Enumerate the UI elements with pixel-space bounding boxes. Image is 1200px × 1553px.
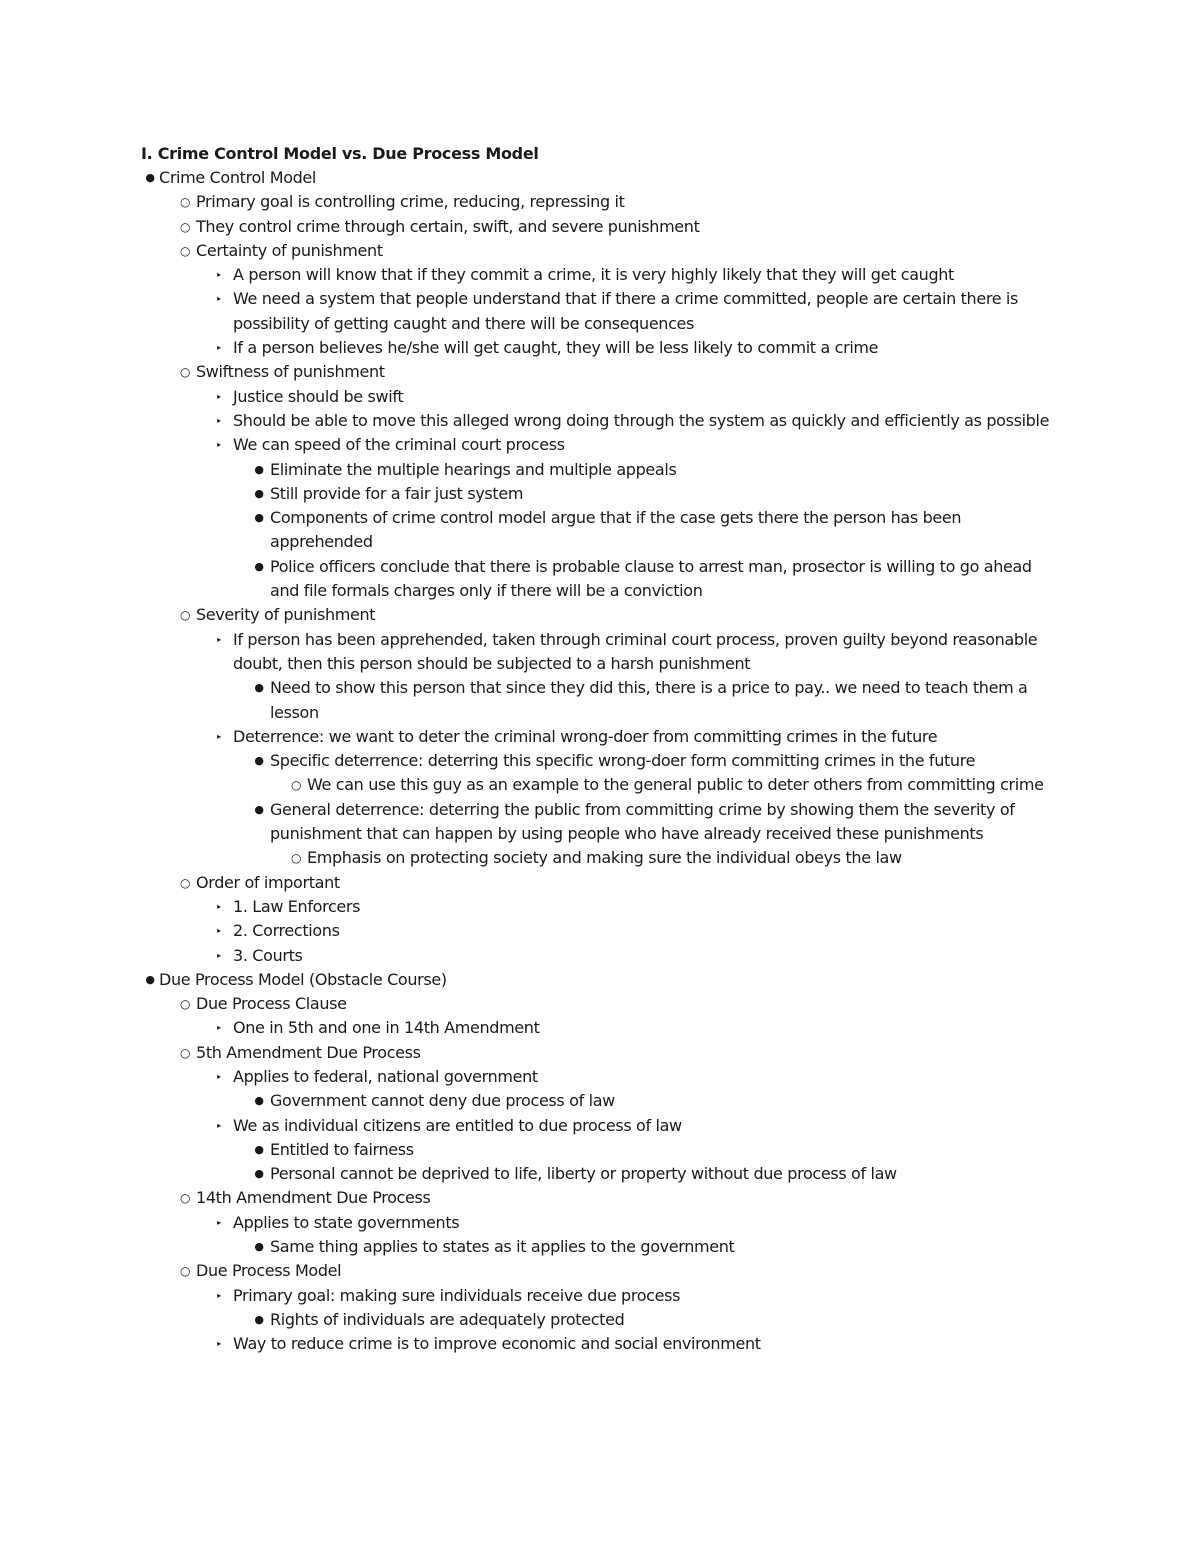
outline-item-text: Eliminate the multiple hearings and multiple appeals (270, 459, 677, 479)
bullet-marker: ▸ (217, 926, 221, 936)
outline-item-level-5 (0, 773, 1059, 797)
outline-item-text: Primary goal is controlling crime, reducing, repressing it (196, 192, 625, 212)
outline-item-level-4 (0, 1308, 1059, 1332)
bullet-marker: ▸ (217, 391, 221, 401)
outline-item-level-1 (0, 968, 1059, 992)
outline-item-level-3 (0, 919, 1059, 943)
bullet-marker: ○ (179, 243, 191, 258)
bullet-marker: ● (254, 754, 264, 768)
bullet-marker: ● (145, 972, 155, 986)
outline-item-level-2 (0, 239, 1059, 263)
bullet-marker: ○ (179, 608, 191, 623)
bullet-marker: ▸ (217, 270, 221, 280)
outline-item-level-3 (0, 287, 1059, 336)
outline-item-level-5 (0, 846, 1059, 870)
outline-item-text: Specific deterrence: deterring this specific wrong-doer form committing crimes in the future (270, 751, 976, 771)
outline-item-level-3 (0, 1016, 1059, 1040)
outline-item-level-2 (0, 603, 1059, 627)
outline-item-text: Primary goal: making sure individuals receive due process (233, 1285, 681, 1305)
bullet-marker: ● (254, 1240, 264, 1254)
bullet-marker: ● (254, 1142, 264, 1156)
bullet-marker: ○ (179, 1045, 191, 1060)
bullet-marker: ○ (179, 195, 191, 210)
bullet-marker: ○ (179, 997, 191, 1012)
bullet-marker: ○ (179, 875, 191, 890)
outline-item-level-4 (0, 506, 1059, 555)
outline-item-text: A person will know that if they commit a crime, it is very highly likely that they will get caught (233, 265, 954, 285)
outline-item-level-3 (0, 1065, 1059, 1089)
bullet-marker: ● (254, 511, 264, 525)
outline-item-level-3 (0, 1284, 1059, 1308)
outline-item-level-2 (0, 871, 1059, 895)
document-title: I. Crime Control Model vs. Due Process Model (141, 144, 539, 163)
outline-item-level-3 (0, 409, 1059, 433)
outline-item-text: Emphasis on protecting society and making sure the individual obeys the law (307, 848, 902, 868)
outline-item-text: Due Process Model (196, 1261, 342, 1281)
outline-item-level-3 (0, 895, 1059, 919)
outline-item-text: Swiftness of punishment (196, 362, 385, 382)
outline-item-level-3 (0, 336, 1059, 360)
outline-item-text: They control crime through certain, swift, and severe punishment (196, 216, 700, 236)
outline-item-level-3 (0, 433, 1059, 457)
outline-item-level-4 (0, 749, 1059, 773)
outline-item-text: Due Process Model (Obstacle Course) (159, 969, 447, 989)
outline-item-text: One in 5th and one in 14th Amendment (233, 1018, 540, 1038)
outline-item-text: Justice should be swift (233, 386, 404, 406)
bullet-marker: ▸ (217, 901, 221, 911)
outline-item-level-3 (0, 263, 1059, 287)
outline-item-level-3 (0, 1114, 1059, 1138)
outline-item-text: Same thing applies to states as it applies to the government (270, 1237, 735, 1257)
bullet-marker: ▸ (217, 1339, 221, 1349)
outline-item-level-2 (0, 1186, 1059, 1210)
outline-item-level-2 (0, 992, 1059, 1016)
outline-item-text: Crime Control Model (159, 168, 317, 187)
outline-item-text: Applies to state governments (233, 1212, 460, 1232)
bullet-marker: ● (254, 559, 264, 573)
bullet-marker: ○ (179, 1191, 191, 1206)
bullet-marker: ● (145, 171, 155, 184)
outline-item-text: We as individual citizens are entitled to due process of law (233, 1115, 682, 1135)
bullet-marker: ● (254, 486, 264, 500)
outline-item-level-2 (0, 1041, 1059, 1065)
bullet-marker: ▸ (217, 1217, 221, 1227)
outline-item-text: If a person believes he/she will get caught, they will be less likely to commit a crime (233, 338, 879, 358)
outline-item-level-3 (0, 725, 1059, 749)
bullet-marker: ○ (179, 365, 191, 380)
outline-item-text: Due Process Clause (196, 994, 347, 1014)
outline-list (0, 166, 1200, 1357)
outline-item-level-4 (0, 1235, 1059, 1259)
outline-item-text: If person has been apprehended, taken through criminal court process, proven guilty beyond reasonable doubt, then this person should be subjected to a harsh punishment (233, 629, 1038, 673)
outline-item-text: Way to reduce crime is to improve economic and social environment (233, 1334, 761, 1354)
bullet-marker: ▸ (217, 415, 221, 425)
outline-item-level-1 (0, 166, 1059, 190)
bullet-marker: ▸ (217, 950, 221, 960)
outline-item-level-2 (0, 1259, 1059, 1283)
outline-item-text: Components of crime control model argue that if the case gets there the person has been apprehended (270, 508, 962, 552)
outline-item-level-3 (0, 385, 1059, 409)
outline-item-level-4 (0, 676, 1059, 725)
outline-item-text: Entitled to fairness (270, 1139, 414, 1159)
outline-item-text: Still provide for a fair just system (270, 483, 524, 503)
bullet-marker: ▸ (217, 1290, 221, 1300)
bullet-marker: ● (254, 681, 264, 695)
bullet-marker: ○ (290, 778, 302, 793)
outline-item-text: 2. Corrections (233, 921, 340, 941)
outline-item-level-4 (0, 482, 1059, 506)
outline-item-text: 14th Amendment Due Process (196, 1188, 431, 1208)
outline-item-level-2 (0, 215, 1059, 239)
bullet-marker: ▸ (217, 1023, 221, 1033)
bullet-marker: ▸ (217, 1071, 221, 1081)
outline-item-level-4 (0, 1138, 1059, 1162)
bullet-marker: ▸ (217, 731, 221, 741)
outline-item-text: Need to show this person that since they did this, there is a price to pay.. we need to teach them a lesson (270, 678, 1028, 722)
outline-item-text: Government cannot deny due process of law (270, 1091, 615, 1111)
outline-item-level-4 (0, 1162, 1059, 1186)
bullet-marker: ● (254, 1312, 264, 1326)
bullet-marker: ● (254, 1167, 264, 1181)
bullet-marker: ● (254, 1094, 264, 1108)
outline-item-text: Police officers conclude that there is probable clause to arrest man, prosector is willing to go ahead and file formals charges only if there will be a conviction (270, 556, 1032, 601)
outline-item-text: 3. Courts (233, 945, 303, 965)
bullet-marker: ● (254, 802, 264, 816)
bullet-marker: ● (254, 462, 264, 476)
outline-item-text: General deterrence: deterring the public from committing crime by showing them the severity of punishment that can happen by using people who have already received these punishments (270, 799, 1015, 844)
outline-item-level-4 (0, 458, 1059, 482)
bullet-marker: ▸ (217, 1120, 221, 1130)
bullet-marker: ▸ (217, 440, 221, 450)
outline-item-level-2 (0, 190, 1059, 214)
outline-item-text: We can use this guy as an example to the general public to deter others from committing crime (307, 775, 1044, 795)
outline-item-level-3 (0, 1211, 1059, 1235)
outline-item-text: Personal cannot be deprived to life, liberty or property without due process of law (270, 1164, 897, 1184)
outline-item-text: Applies to federal, national government (233, 1066, 538, 1086)
outline-item-text: Deterrence: we want to deter the criminal wrong-doer from committing crimes in the future (233, 726, 938, 746)
outline-item-text: 1. Law Enforcers (233, 896, 361, 916)
outline-item-text: Should be able to move this alleged wrong doing through the system as quickly and efficiently as possible (233, 410, 1050, 430)
outline-item-text: Severity of punishment (196, 605, 376, 625)
outline-item-text: We need a system that people understand that if there a crime committed, people are certain there is possibility of getting caught and there will be consequences (233, 289, 1019, 333)
outline-item-level-2 (0, 360, 1059, 384)
outline-item-level-4 (0, 798, 1059, 847)
bullet-marker: ○ (179, 1264, 191, 1279)
outline-item-text: Certainty of punishment (196, 240, 383, 260)
bullet-marker: ○ (179, 219, 191, 234)
outline-item-text: We can speed of the criminal court process (233, 435, 565, 455)
outline-item-text: Rights of individuals are adequately protected (270, 1309, 625, 1329)
bullet-marker: ▸ (217, 634, 221, 644)
bullet-marker: ○ (290, 851, 302, 866)
outline-item-level-4 (0, 1089, 1059, 1113)
outline-item-level-3 (0, 1332, 1059, 1356)
outline-item-level-3 (0, 944, 1059, 968)
outline-item-text: 5th Amendment Due Process (196, 1042, 421, 1062)
outline-item-text: Order of important (196, 872, 340, 892)
outline-item-level-4 (0, 555, 1059, 604)
bullet-marker: ▸ (217, 294, 221, 304)
bullet-marker: ▸ (217, 343, 221, 353)
outline-item-level-3 (0, 628, 1059, 677)
